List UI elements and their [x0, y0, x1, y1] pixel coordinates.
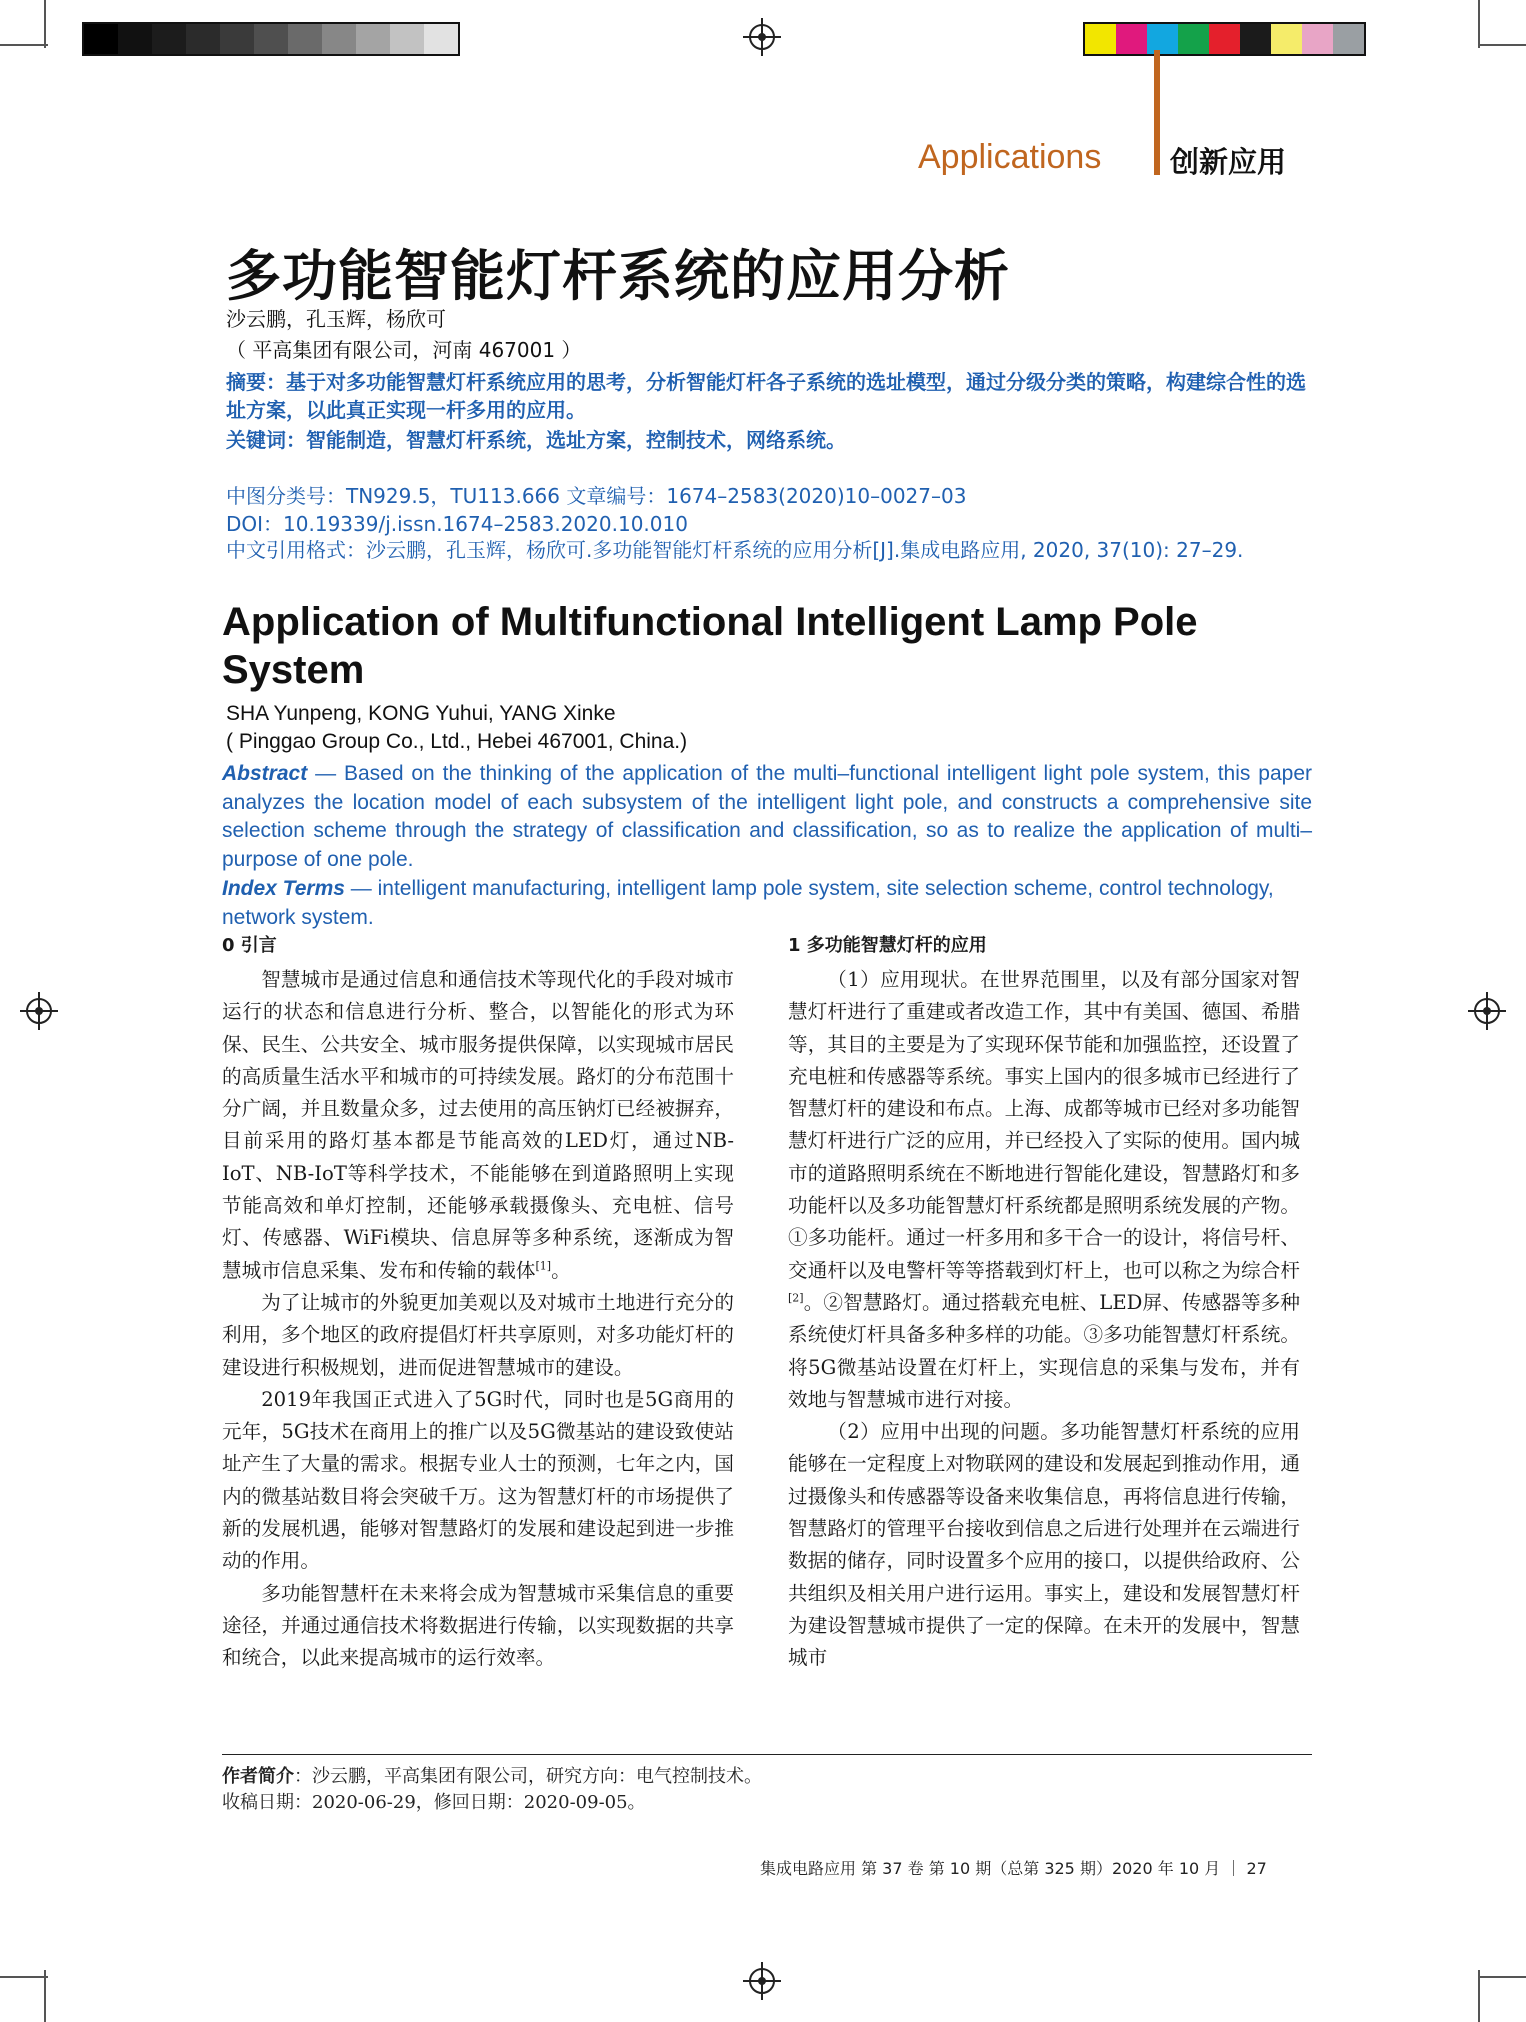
crop-mark: [0, 1976, 48, 1978]
section-heading: 0 引言: [222, 935, 277, 956]
gray-swatch: [152, 24, 186, 54]
gray-swatch: [390, 24, 424, 54]
color-swatch: [1333, 24, 1364, 54]
section-divider-bar: [1154, 50, 1160, 175]
body-paragraph: 为了让城市的外貌更加美观以及对城市土地进行充分的利用，多个地区的政府提倡灯杆共享原则，对多功能灯杆的建设进行积极规划，进而促进智慧城市的建设。: [222, 1290, 734, 1379]
body-column-left: [222, 932, 734, 1675]
abstract-en: [222, 760, 1312, 874]
body-paragraph: 多功能智慧杆在未来将会成为智慧城市采集信息的重要途径，并通过通信技术将数据进行传输，以实现数据的共享和统合，以此来提高城市的运行效率。: [222, 1581, 734, 1670]
section-heading: 1 多功能智慧灯杆的应用: [788, 935, 987, 956]
grayscale-calibration-bar: [82, 22, 460, 56]
gray-swatch: [118, 24, 152, 54]
keywords-cn: 关键词：智能制造，智慧灯杆系统，选址方案，控制技术，网络系统。: [226, 428, 846, 452]
received-dates: 收稿日期：2020-06-29，修回日期：2020-09-05。: [222, 1792, 646, 1813]
gray-swatch: [322, 24, 356, 54]
reference-marker: [1]: [535, 1259, 552, 1273]
registration-mark-icon: [749, 24, 775, 50]
gray-swatch: [356, 24, 390, 54]
gray-swatch: [186, 24, 220, 54]
color-swatch: [1302, 24, 1333, 54]
color-swatch: [1240, 24, 1271, 54]
gray-swatch: [84, 24, 118, 54]
color-swatch: [1085, 24, 1116, 54]
article-title-en: Application of Multifunctional Intelligent Lamp Pole System: [222, 600, 1198, 692]
author-bio-label: 作者简介: [222, 1766, 294, 1787]
authors-cn: 沙云鹏，孔玉辉，杨欣可: [226, 307, 446, 331]
author-bio: [222, 1762, 762, 1788]
abstract-cn: 摘要：基于对多功能智慧灯杆系统应用的思考，分析智能灯杆各子系统的选址模型，通过分级分类的策略，构建综合性的选址方案，以此真正实现一杆多用的应用。: [226, 370, 1306, 422]
affiliation-en: ( Pinggao Group Co., Ltd., Hebei 467001, China.): [226, 730, 688, 753]
body-column-right: [788, 932, 1300, 1675]
body-paragraph: 2019年我国正式进入了5G时代，同时也是5G商用的元年，5G技术在商用上的推广以及5G微基站的建设致使站址产生了大量的需求。根据专业人士的预测，七年之内，国内的微基站数目将会突破千万。这为智慧灯杆的市场提供了新的发展机遇，能够对智慧路灯的发展和建设起到进一步推动的作用。: [222, 1387, 734, 1573]
footnote-divider: [222, 1754, 1312, 1755]
affiliation-cn: （ 平高集团有限公司，河南 467001 ）: [226, 338, 582, 362]
color-swatch: [1209, 24, 1240, 54]
gray-swatch: [424, 24, 458, 54]
authors-en: SHA Yunpeng, KONG Yuhui, YANG Xinke: [226, 702, 616, 725]
section-label-cn: 创新应用: [1170, 145, 1287, 179]
crop-mark: [44, 0, 46, 48]
gray-swatch: [254, 24, 288, 54]
crop-mark: [1478, 0, 1480, 48]
abstract-en-label: Abstract: [222, 762, 308, 785]
keywords-en: [222, 875, 1312, 932]
doi-line: DOI：10.19339/j.issn.1674–2583.2020.10.010: [226, 512, 688, 536]
color-swatch: [1116, 24, 1147, 54]
journal-footer: 集成电路应用 第 37 卷 第 10 期（总第 325 期）2020 年 10 月 ｜ 27: [760, 1859, 1267, 1878]
registration-mark-icon: [749, 1968, 775, 1994]
reference-marker: [2]: [788, 1291, 804, 1305]
color-swatch: [1178, 24, 1209, 54]
body-paragraph: 智慧城市是通过信息和通信技术等现代化的手段对城市运行的状态和信息进行分析、整合，以智能化的形式为环保、民生、公共安全、城市服务提供保障，以实现城市居民的高质量生活水平和城市的可持续发展。路灯的分布范围十分广阔，并且数量众多，过去使用的高压钠灯已经被摒弃，目前采用的路灯基本都是节能高效的LED灯，通过NB-IoT、NB-IoT等科学技术，不能能够在到道路照明上实现节能高效和单灯控制，还能够承载摄像头、充电桩、信号灯、传感器、WiFi模块、信息屏等多种系统，逐渐成为智慧城市信息采集、发布和传输的载体[1]。: [222, 968, 734, 1282]
keywords-en-label: Index Terms: [222, 877, 345, 900]
registration-mark-icon: [1474, 998, 1500, 1024]
abstract-en-text: — Based on the thinking of the application of the multi–functional intelligent light pole system, this paper analyzes the location model of each subsystem of the intelligent light pole, and constructs a comprehensive site selection scheme through the strategy of classification and classification, so as to realize the application of multi–purpose of one pole.: [222, 762, 1312, 871]
classification-line: 中图分类号：TN929.5，TU113.666 文章编号：1674–2583(2020)10–0027–03: [226, 484, 967, 508]
crop-mark: [1478, 44, 1526, 46]
crop-mark: [0, 44, 48, 46]
body-paragraph: （1）应用现状。在世界范围里，以及有部分国家对智慧灯杆进行了重建或者改造工作，其中有美国、德国、希腊等，其目的主要是为了实现环保节能和加强监控，还设置了充电桩和传感器等系统。事实上国内的很多城市已经进行了智慧灯杆的建设和布点。上海、成都等城市已经对多功能智慧灯杆进行广泛的应用，并已经投入了实际的使用。国内城市的道路照明系统在不断地进行智能化建设，智慧路灯和多功能杆以及多功能智慧灯杆系统都是照明系统发展的产物。①多功能杆。通过一杆多用和多干合一的设计，将信号杆、交通杆以及电警杆等等搭载到灯杆上，也可以称之为综合杆[2]。②智慧路灯。通过搭载充电桩、LED屏、传感器等多种系统使灯杆具备多种多样的功能。③多功能智慧灯杆系统。将5G微基站设置在灯杆上，实现信息的采集与发布，并有效地与智慧城市进行对接。: [788, 968, 1300, 1411]
gray-swatch: [288, 24, 322, 54]
gray-swatch: [220, 24, 254, 54]
color-calibration-bar: [1083, 22, 1366, 56]
registration-mark-icon: [26, 998, 52, 1024]
section-label-en: Applications: [918, 138, 1102, 176]
body-paragraph: （2）应用中出现的问题。多功能智慧灯杆系统的应用能够在一定程度上对物联网的建设和发展起到推动作用，通过摄像头和传感器等设备来收集信息，再将信息进行传输，智慧路灯的管理平台接收到信息之后进行处理并在云端进行数据的储存，同时设置多个应用的接口，以提供给政府、公共组织及相关用户进行运用。事实上，建设和发展智慧灯杆为建设智慧城市提供了一定的保障。在未开的发展中，智慧城市: [788, 1420, 1300, 1670]
author-bio-text: ：沙云鹏，平高集团有限公司，研究方向：电气控制技术。: [294, 1766, 762, 1787]
color-swatch: [1147, 24, 1178, 54]
keywords-en-text: — intelligent manufacturing, intelligent lamp pole system, site selection scheme, control technology, network system.: [222, 877, 1274, 929]
crop-mark: [1478, 1976, 1526, 1978]
citation-format: 中文引用格式：沙云鹏，孔玉辉，杨欣可.多功能智能灯杆系统的应用分析[J].集成电路应用, 2020, 37(10): 27–29.: [226, 538, 1244, 562]
article-title-cn: 多功能智能灯杆系统的应用分析: [226, 244, 1011, 308]
color-swatch: [1271, 24, 1302, 54]
